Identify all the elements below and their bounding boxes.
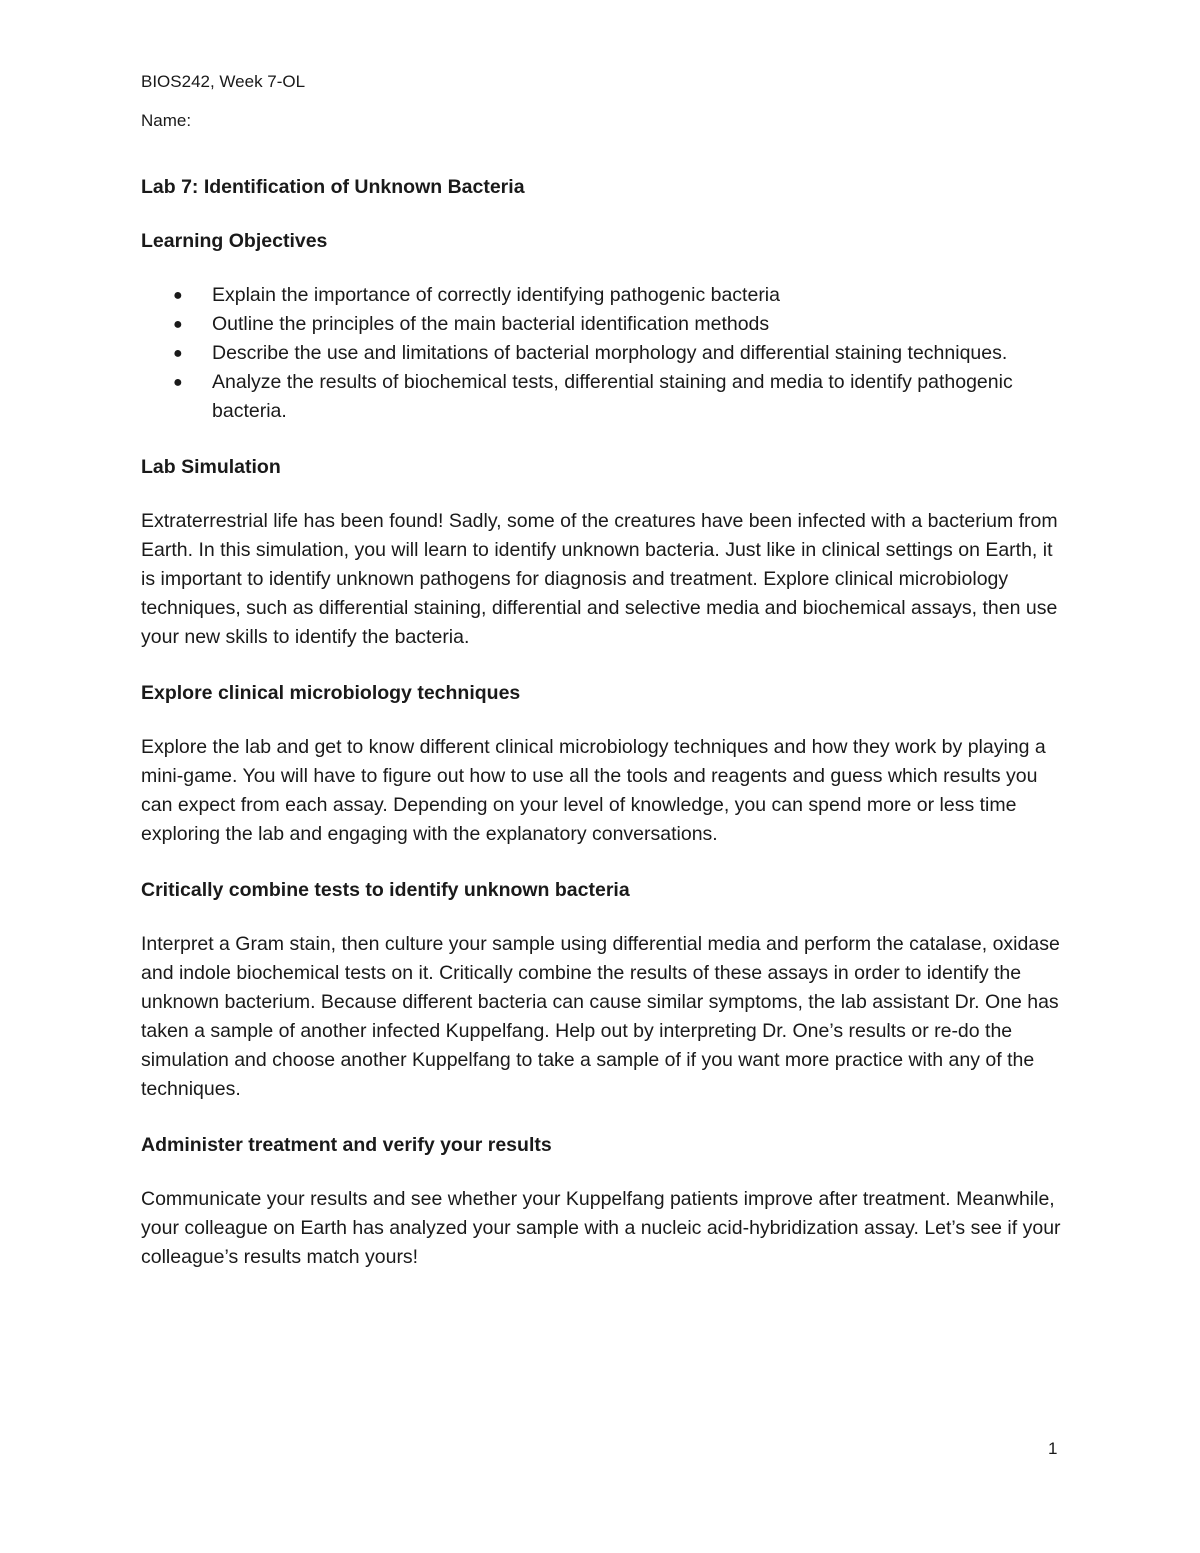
objectives-heading: Learning Objectives — [141, 230, 328, 252]
section-heading-lab-simulation: Lab Simulation — [141, 456, 281, 478]
bullet-icon: ● — [173, 316, 183, 333]
bullet-icon: ● — [173, 345, 183, 362]
section-text-lab-simulation: Extraterrestrial life has been found! Sadly, some of the creatures have been infected with a bacterium from Earth. In this simulation, you will learn to identify unknown bacteria. Just like in clinical settings on Earth, it is important to identify unknown pathogens for diagnosis and treatment. Explore clinical microbiology techniques, such as differential staining, differential and selective media and biochemical assays, then use your new skills to identify the bacteria. — [141, 510, 1058, 648]
objective-text: Explain the importance of correctly identifying pathogenic bacteria — [212, 284, 780, 306]
course-header: BIOS242, Week 7-OL — [141, 72, 306, 91]
page-number: 1 — [1048, 1439, 1058, 1458]
page-content — [141, 70, 1071, 1299]
objective-text: Outline the principles of the main bacterial identification methods — [212, 313, 770, 335]
objective-item — [141, 281, 1071, 310]
bullet-icon: ● — [173, 374, 183, 391]
name-label: Name: — [141, 111, 192, 130]
objectives-list — [141, 281, 1071, 426]
objective-text: Describe the use and limitations of bacterial morphology and differential staining techniques. — [212, 342, 1008, 364]
bullet-icon: ● — [173, 287, 183, 304]
section-heading-administer-treatment: Administer treatment and verify your results — [141, 1134, 552, 1156]
objective-text: Analyze the results of biochemical tests, differential staining and media to identify pathogenic bacteria. — [212, 371, 1013, 422]
section-text-explore-techniques: Explore the lab and get to know different clinical microbiology techniques and how they work by playing a mini-game. You will have to figure out how to use all the tools and reagents and guess which results you can expect from each assay. Depending on your level of knowledge, you can spend more or less time exploring the lab and engaging with the explanatory conversations. — [141, 736, 1046, 845]
objective-item — [141, 310, 1071, 339]
section-heading-combine-tests: Critically combine tests to identify unknown bacteria — [141, 879, 630, 901]
section-text-administer-treatment: Communicate your results and see whether your Kuppelfang patients improve after treatment. Meanwhile, your colleague on Earth has analyzed your sample with a nucleic acid-hybridization assay. Let’s see if your colleague’s results match yours! — [141, 1188, 1061, 1268]
objective-item — [141, 368, 1071, 426]
objective-item — [141, 339, 1071, 368]
section-heading-explore-techniques: Explore clinical microbiology techniques — [141, 682, 521, 704]
section-text-combine-tests: Interpret a Gram stain, then culture your sample using differential media and perform the catalase, oxidase and indole biochemical tests on it. Critically combine the results of these assays in order to identify the unknown bacterium. Because different bacteria can cause similar symptoms, the lab assistant Dr. One has taken a sample of another infected Kuppelfang. Help out by interpreting Dr. One’s results or re-do the simulation and choose another Kuppelfang to take a sample of if you want more practice with any of the techniques. — [141, 933, 1060, 1100]
document-title: Lab 7: Identification of Unknown Bacteria — [141, 176, 525, 198]
